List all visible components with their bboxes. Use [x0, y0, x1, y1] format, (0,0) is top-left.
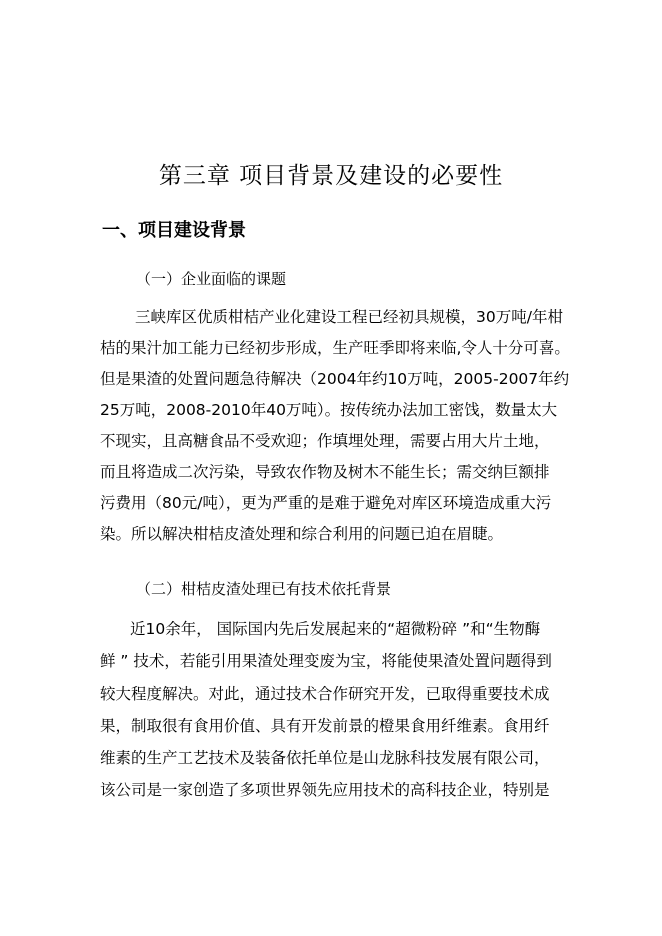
- paragraph-2: [100, 613, 570, 807]
- subsection-heading-2: （二）柑桔皮渣处理已有技术依托背景: [136, 580, 392, 598]
- paragraph-line: 污费用（80元/吨），更为严重的是难于避免对库区环境造成重大污: [100, 494, 552, 512]
- paragraph-line: 不现实，且高糖食品不受欢迎；作填埋处理，需要占用大片土地，: [100, 432, 550, 450]
- paragraph-line: 较大程度解决。对此，通过技术合作研究开发，已取得重要技术成: [100, 684, 550, 703]
- paragraph-line: 近10余年， 国际国内先后发展起来的“超微粉碎 ”和“生物酶: [130, 620, 541, 638]
- paragraph-line: 但是果渣的处置问题急待解决（2004年约10万吨，2005-2007年约: [100, 370, 570, 388]
- paragraph-line: 该公司是一家创造了多项世界领先应用技术的高科技企业，特别是: [100, 781, 550, 800]
- paragraph-line: 维素的生产工艺技术及装备依托单位是山龙脉科技发展有限公司，: [100, 749, 550, 768]
- paragraph-line: 果，制取很有食用价值、具有开发前景的橙果食用纤维素。食用纤: [100, 716, 550, 735]
- paragraph-line: 染。所以解决柑桔皮渣处理和综合利用的问题已迫在眉睫。: [100, 525, 504, 543]
- paragraph-line: 而且将造成二次污染，导致农作物及树木不能生长；需交纳巨额排: [100, 463, 550, 481]
- paragraph-line: 25万吨，2008-2010年40万吨）。按传统办法加工密饯，数量太大: [100, 401, 558, 419]
- paragraph-1: [100, 302, 570, 550]
- chapter-title: 第三章 项目背景及建设的必要性: [158, 163, 504, 189]
- paragraph-line: 三峡库区优质柑桔产业化建设工程已经初具规模，30万吨/年柑: [135, 308, 563, 326]
- paragraph-line: 桔的果汁加工能力已经初步形成，生产旺季即将来临,令人十分可喜。: [100, 339, 570, 357]
- subsection-heading-1: （一）企业面临的课题: [136, 270, 287, 288]
- section-heading: 一、项目建设背景: [102, 220, 246, 241]
- paragraph-line: 鲜 ” 技术，若能引用果渣处理变废为宝，将能使果渣处置问题得到: [100, 652, 552, 671]
